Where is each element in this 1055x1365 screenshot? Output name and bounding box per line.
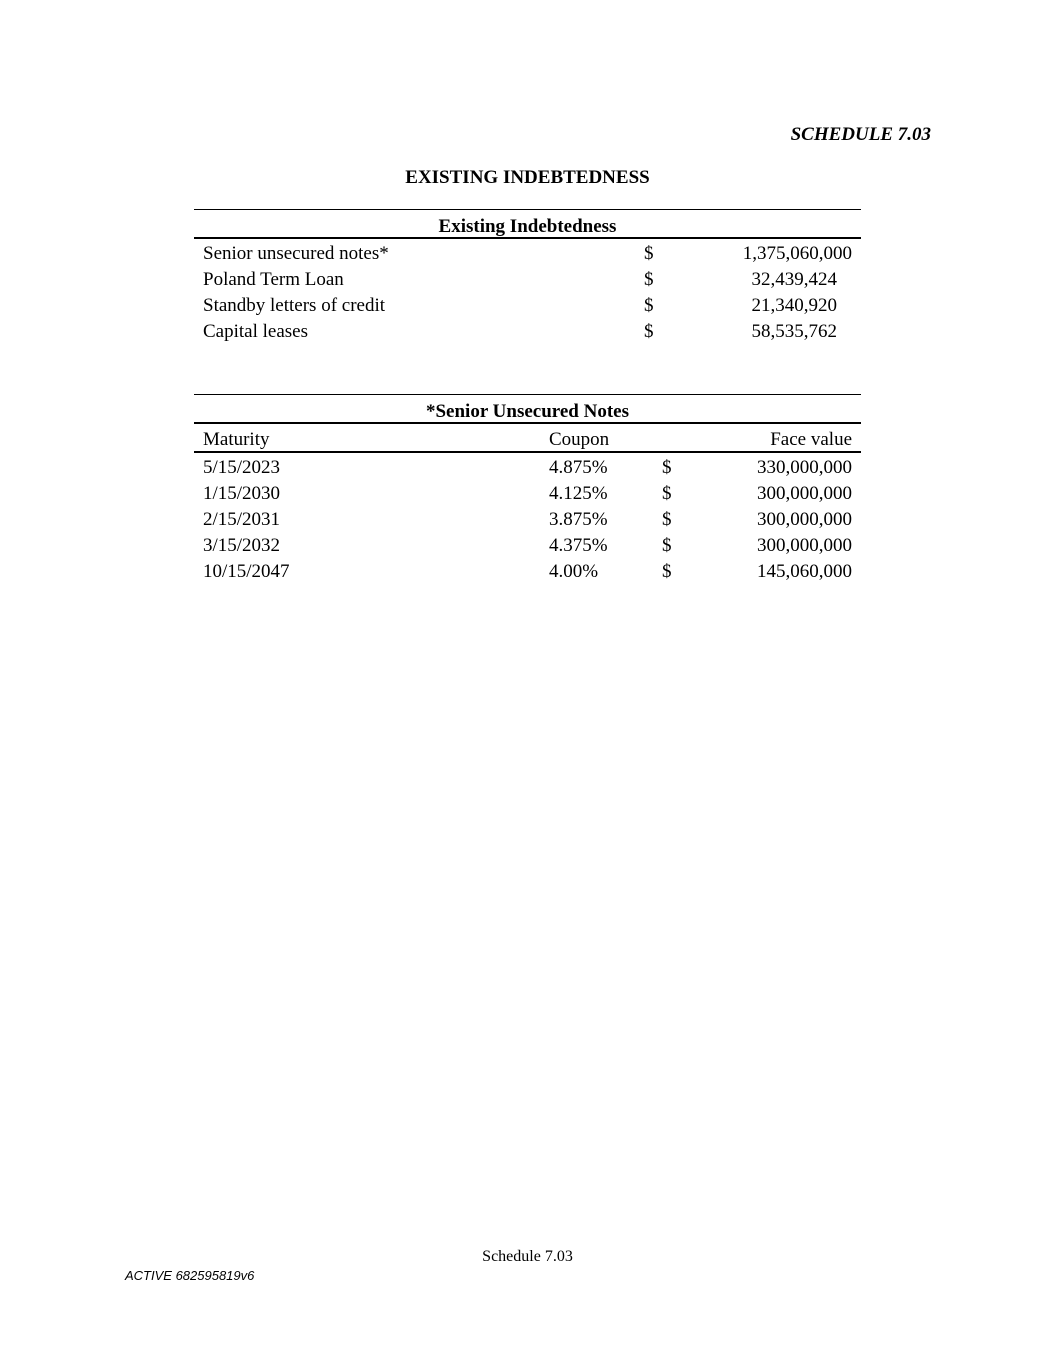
row-amount: 1,375,060,000 — [742, 243, 852, 264]
table-row — [194, 479, 861, 505]
maturity-cell: 2/15/2031 — [203, 509, 281, 530]
currency-symbol: $ — [662, 509, 672, 530]
footer-page-label: Schedule 7.03 — [482, 1248, 573, 1265]
column-header-row — [194, 424, 861, 453]
face-value-cell: 300,000,000 — [757, 509, 852, 530]
currency-symbol: $ — [662, 535, 672, 556]
column-header-coupon: Coupon — [549, 429, 610, 450]
table-row — [194, 291, 861, 317]
currency-symbol: $ — [662, 483, 672, 504]
currency-symbol: $ — [662, 457, 672, 478]
table-row — [194, 531, 861, 557]
schedule-label: SCHEDULE 7.03 — [790, 124, 931, 145]
maturity-cell: 10/15/2047 — [203, 561, 290, 582]
senior-notes-heading: *Senior Unsecured Notes — [194, 394, 861, 424]
face-value-cell: 300,000,000 — [757, 483, 852, 504]
face-value-cell: 145,060,000 — [757, 561, 852, 582]
face-value-cell: 300,000,000 — [757, 535, 852, 556]
table-row — [194, 505, 861, 531]
maturity-cell: 3/15/2032 — [203, 535, 281, 556]
maturity-cell: 5/15/2023 — [203, 457, 281, 478]
coupon-cell: 4.875% — [549, 457, 608, 478]
row-amount: 58,535,762 — [751, 321, 837, 342]
coupon-cell: 3.875% — [549, 509, 608, 530]
currency-symbol: $ — [644, 295, 654, 316]
row-label: Senior unsecured notes* — [203, 243, 389, 264]
coupon-cell: 4.00% — [549, 561, 599, 582]
table-row — [194, 557, 861, 583]
currency-symbol: $ — [644, 321, 654, 342]
table-row — [194, 453, 861, 479]
senior-notes-table — [194, 394, 861, 583]
row-amount: 21,340,920 — [751, 295, 837, 316]
table-row — [194, 265, 861, 291]
currency-symbol: $ — [644, 269, 654, 290]
table-row — [194, 317, 861, 343]
maturity-cell: 1/15/2030 — [203, 483, 281, 504]
row-label: Standby letters of credit — [203, 295, 386, 316]
coupon-cell: 4.375% — [549, 535, 608, 556]
column-header-maturity: Maturity — [203, 429, 270, 450]
row-label: Poland Term Loan — [203, 269, 344, 290]
coupon-cell: 4.125% — [549, 483, 608, 504]
existing-indebtedness-heading: Existing Indebtedness — [194, 209, 861, 239]
face-value-cell: 330,000,000 — [757, 457, 852, 478]
row-amount: 32,439,424 — [751, 269, 837, 290]
column-header-face-value: Face value — [770, 429, 852, 450]
footer-document-id: ACTIVE 682595819v6 — [125, 1268, 255, 1283]
existing-indebtedness-table — [194, 209, 861, 343]
row-label: Capital leases — [203, 321, 308, 342]
currency-symbol: $ — [662, 561, 672, 582]
page-title: EXISTING INDEBTEDNESS — [405, 167, 650, 188]
currency-symbol: $ — [644, 243, 654, 264]
table-row — [194, 239, 861, 265]
